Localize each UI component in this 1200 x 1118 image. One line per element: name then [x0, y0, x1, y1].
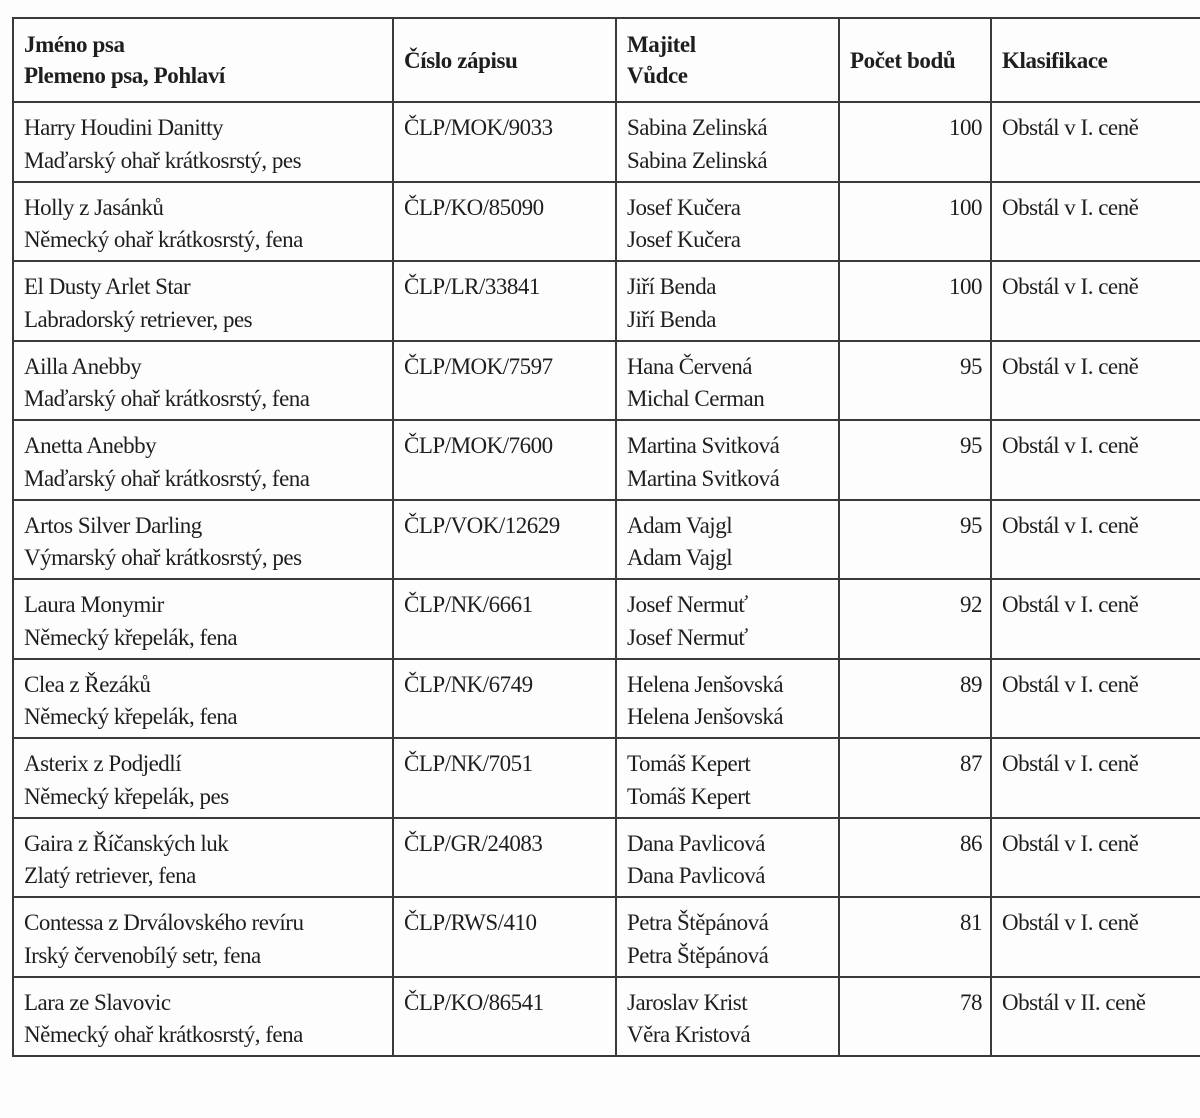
table-row: [13, 341, 1200, 421]
handler-name: Tomáš Kepert: [627, 783, 751, 809]
table-row: [13, 897, 1200, 977]
owner-cell: [616, 341, 839, 421]
table-row: [13, 659, 1200, 739]
classification-cell: [991, 818, 1200, 898]
owner-name: Dana Pavlicová: [627, 830, 765, 856]
points-cell: [839, 897, 991, 977]
registration-cell: [393, 977, 616, 1057]
points-value: 95: [960, 353, 982, 379]
classification-cell: [991, 897, 1200, 977]
registration-cell: [393, 420, 616, 500]
owner-cell: [616, 102, 839, 182]
registration-number: ČLP/VOK/12629: [404, 512, 560, 538]
registration-number: ČLP/RWS/410: [404, 910, 537, 935]
classification-value: Obstál v I. ceně: [1002, 830, 1139, 856]
handler-name: Josef Kučera: [627, 227, 741, 252]
header-row: [13, 18, 1200, 102]
points-cell: [839, 261, 991, 341]
handler-name: Dana Pavlicová: [627, 863, 765, 888]
dog-cell: [13, 182, 393, 262]
registration-number: ČLP/MOK/7600: [404, 433, 553, 458]
handler-name: Věra Kristová: [627, 1022, 751, 1047]
owner-name: Josef Nermuť: [627, 592, 748, 617]
dog-name: Contessa z Drválovského revíru: [24, 910, 304, 935]
owner-name: Adam Vajgl: [627, 512, 733, 538]
registration-cell: [393, 897, 616, 977]
dog-name: Artos Silver Darling: [24, 512, 202, 538]
owner-name: Hana Červená: [627, 353, 752, 379]
dog-cell: [13, 341, 393, 421]
table-row: [13, 738, 1200, 818]
dog-name: Gaira z Říčanských luk: [24, 830, 229, 856]
dog-breed: Maďarský ohař krátkosrstý, fena: [24, 386, 310, 411]
table-row: [13, 102, 1200, 182]
registration-cell: [393, 261, 616, 341]
registration-cell: [393, 738, 616, 818]
dog-name: Holly z Jasánků: [24, 194, 164, 220]
table-row: [13, 579, 1200, 659]
dog-breed: Zlatý retriever, fena: [24, 863, 196, 888]
header-handler-label: Vůdce: [627, 63, 688, 88]
dog-cell: [13, 659, 393, 739]
handler-name: Martina Svitková: [627, 465, 780, 491]
points-cell: [839, 738, 991, 818]
points-cell: [839, 659, 991, 739]
registration-number: ČLP/GR/24083: [404, 830, 543, 856]
points-value: 100: [949, 194, 982, 220]
header-registration: [393, 18, 616, 102]
dog-cell: [13, 738, 393, 818]
classification-value: Obstál v I. ceně: [1002, 592, 1139, 617]
owner-cell: [616, 977, 839, 1057]
dog-name: El Dusty Arlet Star: [24, 274, 191, 299]
dog-name: Laura Monymir: [24, 592, 164, 617]
owner-name: Martina Svitková: [627, 433, 780, 458]
classification-value: Obstál v I. ceně: [1002, 353, 1139, 379]
classification-value: Obstál v I. ceně: [1002, 671, 1139, 697]
registration-number: ČLP/NK/6661: [404, 592, 533, 617]
points-value: 87: [960, 751, 982, 776]
dog-name: Lara ze Slavovic: [24, 989, 171, 1015]
points-value: 81: [960, 910, 982, 935]
registration-number: ČLP/MOK/7597: [404, 353, 553, 379]
dog-cell: [13, 420, 393, 500]
dog-breed: Výmarský ohař krátkosrstý, pes: [24, 545, 302, 570]
classification-cell: [991, 977, 1200, 1057]
classification-cell: [991, 500, 1200, 580]
dog-breed: Německý ohař krátkosrstý, fena: [24, 227, 303, 252]
header-dog: [13, 18, 393, 102]
owner-cell: [616, 500, 839, 580]
classification-value: Obstál v I. ceně: [1002, 751, 1139, 776]
owner-name: Josef Kučera: [627, 194, 741, 220]
owner-cell: [616, 659, 839, 739]
dog-cell: [13, 500, 393, 580]
dog-name: Clea z Řezáků: [24, 671, 151, 697]
dog-cell: [13, 897, 393, 977]
handler-name: Michal Cerman: [627, 386, 765, 411]
dog-breed: Labradorský retriever, pes: [24, 306, 253, 332]
registration-cell: [393, 341, 616, 421]
registration-cell: [393, 182, 616, 262]
registration-cell: [393, 818, 616, 898]
dog-breed: Německý křepelák, fena: [24, 624, 238, 650]
classification-value: Obstál v I. ceně: [1002, 194, 1139, 220]
table-row: [13, 977, 1200, 1057]
points-value: 95: [960, 433, 982, 458]
owner-cell: [616, 261, 839, 341]
owner-name: Jaroslav Krist: [627, 989, 748, 1015]
registration-cell: [393, 102, 616, 182]
owner-cell: [616, 818, 839, 898]
classification-cell: [991, 738, 1200, 818]
registration-number: ČLP/NK/6749: [404, 671, 533, 697]
handler-name: Sabina Zelinská: [627, 147, 768, 173]
points-value: 86: [960, 830, 982, 856]
header-dog-breed: Plemeno psa, Pohlaví: [24, 63, 225, 88]
table-row: [13, 818, 1200, 898]
table-header: [13, 18, 1200, 102]
owner-name: Petra Štěpánová: [627, 910, 769, 935]
points-cell: [839, 102, 991, 182]
registration-number: ČLP/KO/86541: [404, 989, 544, 1015]
dog-breed: Irský červenobílý setr, fena: [24, 942, 261, 968]
registration-cell: [393, 659, 616, 739]
owner-cell: [616, 579, 839, 659]
dog-name: Asterix z Podjedlí: [24, 751, 182, 776]
classification-cell: [991, 261, 1200, 341]
owner-cell: [616, 182, 839, 262]
handler-name: Helena Jenšovská: [627, 704, 784, 729]
points-cell: [839, 420, 991, 500]
classification-value: Obstál v I. ceně: [1002, 274, 1139, 299]
owner-name: Sabina Zelinská: [627, 115, 768, 140]
dog-breed: Německý křepelák, fena: [24, 704, 238, 729]
table-row: [13, 420, 1200, 500]
registration-number: ČLP/LR/33841: [404, 274, 540, 299]
header-classification-label: Klasifikace: [1002, 47, 1108, 73]
dog-cell: [13, 102, 393, 182]
owner-cell: [616, 897, 839, 977]
owner-cell: [616, 420, 839, 500]
handler-name: Jiří Benda: [627, 306, 716, 332]
owner-name: Jiří Benda: [627, 274, 716, 299]
classification-value: Obstál v I. ceně: [1002, 115, 1139, 140]
header-dog-name: Jméno psa: [24, 32, 125, 57]
classification-cell: [991, 659, 1200, 739]
dog-cell: [13, 579, 393, 659]
classification-cell: [991, 102, 1200, 182]
points-value: 100: [949, 115, 982, 140]
dog-breed: Maďarský ohař krátkosrstý, fena: [24, 465, 310, 491]
points-cell: [839, 818, 991, 898]
registration-number: ČLP/KO/85090: [404, 194, 544, 220]
header-points: [839, 18, 991, 102]
points-cell: [839, 182, 991, 262]
points-cell: [839, 500, 991, 580]
dog-cell: [13, 261, 393, 341]
classification-cell: [991, 341, 1200, 421]
classification-value: Obstál v I. ceně: [1002, 910, 1139, 935]
dog-cell: [13, 818, 393, 898]
dog-breed: Maďarský ohař krátkosrstý, pes: [24, 147, 302, 173]
points-cell: [839, 579, 991, 659]
classification-value: Obstál v I. ceně: [1002, 433, 1139, 458]
dog-name: Harry Houdini Danitty: [24, 115, 224, 140]
handler-name: Adam Vajgl: [627, 545, 733, 570]
points-value: 92: [960, 592, 982, 617]
dog-breed: Německý křepelák, pes: [24, 783, 229, 809]
points-cell: [839, 341, 991, 421]
points-cell: [839, 977, 991, 1057]
owner-cell: [616, 738, 839, 818]
owner-name: Helena Jenšovská: [627, 671, 784, 697]
registration-cell: [393, 500, 616, 580]
registration-number: ČLP/NK/7051: [404, 751, 533, 776]
owner-name: Tomáš Kepert: [627, 751, 751, 776]
handler-name: Petra Štěpánová: [627, 942, 769, 968]
table-row: [13, 261, 1200, 341]
classification-cell: [991, 182, 1200, 262]
classification-value: Obstál v II. ceně: [1002, 989, 1146, 1015]
table-row: [13, 182, 1200, 262]
points-value: 78: [960, 989, 982, 1015]
table-body: [13, 102, 1200, 1056]
points-value: 100: [949, 274, 982, 299]
dog-cell: [13, 977, 393, 1057]
table-row: [13, 500, 1200, 580]
classification-cell: [991, 420, 1200, 500]
header-registration-label: Číslo zápisu: [404, 47, 518, 73]
registration-cell: [393, 579, 616, 659]
header-owner-label: Majitel: [627, 32, 696, 57]
dog-breed: Německý ohař krátkosrstý, fena: [24, 1022, 303, 1047]
registration-number: ČLP/MOK/9033: [404, 115, 553, 140]
points-value: 89: [960, 671, 982, 697]
dog-name: Ailla Anebby: [24, 353, 142, 379]
header-owner: [616, 18, 839, 102]
header-points-label: Počet bodů: [850, 47, 956, 73]
classification-value: Obstál v I. ceně: [1002, 512, 1139, 538]
results-table: [12, 17, 1200, 1057]
classification-cell: [991, 579, 1200, 659]
header-classification: [991, 18, 1200, 102]
handler-name: Josef Nermuť: [627, 624, 748, 650]
dog-name: Anetta Anebby: [24, 433, 157, 458]
points-value: 95: [960, 512, 982, 538]
